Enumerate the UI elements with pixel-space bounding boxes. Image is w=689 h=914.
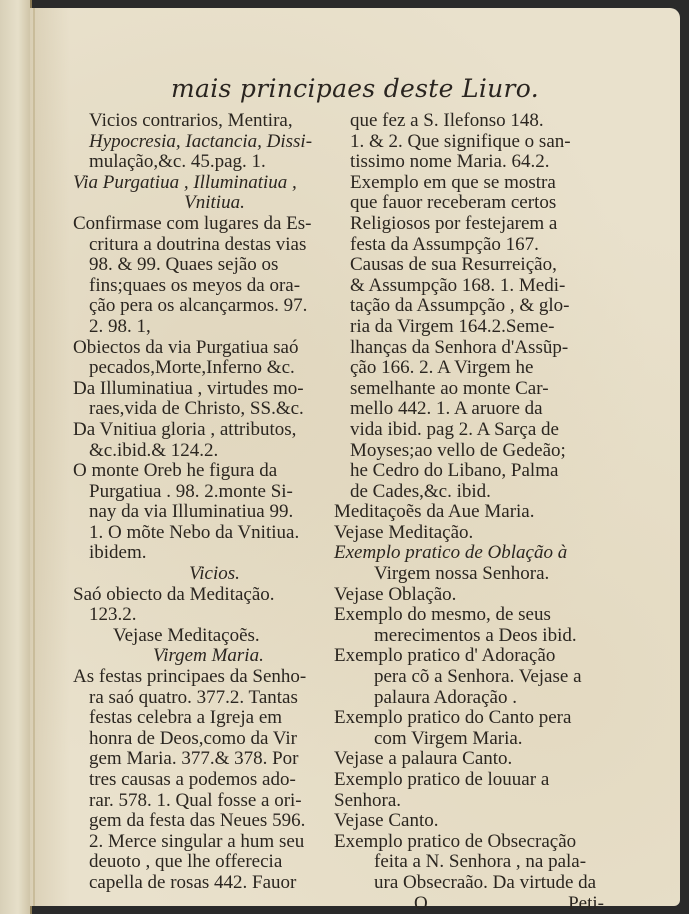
index-entry-line: vida ibid. pag 2. A Sarça de <box>350 418 559 440</box>
index-entry-line: Purgatiua . 98. 2.monte Si- <box>89 480 293 502</box>
index-entry-line: Saó obiecto da Meditação. <box>73 583 275 605</box>
index-entry-line: 123.2. <box>89 604 137 626</box>
index-entry-line: O monte Oreb he figura da <box>73 460 278 482</box>
index-entry-line: tissimo nome Maria. 64.2. <box>350 151 550 173</box>
index-entry-line: he Cedro do Libano, Palma <box>350 460 559 482</box>
index-entry-line: Confirmase com lugares da Es- <box>73 212 312 234</box>
index-entry-line: ra saó quatro. 377.2. Tantas <box>89 686 298 708</box>
index-entry-line: Causas de sua Resurreição, <box>350 254 557 276</box>
index-entry-line: mello 442. 1. A aruore da <box>350 398 543 420</box>
index-entry-line: merecimentos a Deos ibid. <box>374 624 577 646</box>
index-entry-line: nay da via Illuminatiua 99. <box>89 501 294 523</box>
index-entry-line: de Cades,&c. ibid. <box>350 480 491 502</box>
index-entry-line: Da Vnitiua gloria , attributos, <box>73 418 297 440</box>
index-entry-line: Exemplo pratico de Oblação à <box>334 542 568 564</box>
index-entry-line: Moyses;ao vello de Gedeão; <box>350 439 566 461</box>
index-entry-line: Exemplo em que se mostra <box>350 171 556 193</box>
index-entry-line: semelhante ao monte Car- <box>350 377 549 399</box>
index-column-left <box>73 111 356 894</box>
index-entry-line: critura a doutrina destas vias <box>89 233 307 255</box>
index-entry-line: palaura Adoração . <box>374 686 517 708</box>
index-entry-line: com Virgem Maria. <box>374 727 523 749</box>
index-entry-line: Vicios. <box>189 563 240 585</box>
catchword: Peti- <box>568 892 604 914</box>
index-entry-line: honra de Deos,como da Vir <box>89 727 297 749</box>
index-entry-line: & Assumpção 168. 1. Medi- <box>350 274 566 296</box>
page-footer <box>334 894 626 914</box>
index-column-right <box>334 111 626 914</box>
index-entry-line: gem da festa das Neues 596. <box>89 810 306 832</box>
index-entry-line: ura Obsecraão. Da virtude da <box>374 871 597 893</box>
index-entry-line: Exemplo pratico do Canto pera <box>334 707 572 729</box>
index-entry-line: fins;quaes os meyos da ora- <box>89 274 301 296</box>
index-entry-line: 98. & 99. Quaes sejão os <box>89 254 279 276</box>
index-entry-line: Vnitiua. <box>184 192 245 214</box>
index-entry-line: rar. 578. 1. Qual fosse a ori- <box>89 789 302 811</box>
index-entry-line: 2. Merce singular a hum seu <box>89 830 305 852</box>
index-entry-line: 2. 98. 1, <box>89 315 151 337</box>
index-entry-line: Virgem Maria. <box>153 645 264 667</box>
index-entry-line: ria da Virgem 164.2.Seme- <box>350 315 555 337</box>
index-entry-line: gem Maria. 377.& 378. Por <box>89 748 299 770</box>
index-entry-line: As festas principaes da Senho- <box>73 666 307 688</box>
index-entry-line: tres causas a podemos ado- <box>89 769 296 790</box>
index-entry-line: que fauor receberam certos <box>350 192 557 214</box>
index-entry-line: deuoto , que lhe offerecia <box>89 851 283 873</box>
index-entry-line: Vejase Canto. <box>334 810 439 832</box>
index-entry-line: feita a N. Senhora , na pala- <box>374 851 587 873</box>
index-entry-line: Meditaçoẽs da Aue Maria. <box>334 501 535 523</box>
index-entry-line: festas celebra a Igreja em <box>89 707 283 729</box>
index-entry-line: Exemplo pratico d' Adoração <box>334 645 556 667</box>
index-entry-line: Exemplo do mesmo, de seus <box>334 604 551 626</box>
index-entry-line: lhanças da Senhora d'Assũp- <box>350 336 569 358</box>
index-entry-line: Da Illuminatiua , virtudes mo- <box>73 377 304 399</box>
index-entry-line: ção 166. 2. A Virgem he <box>350 357 534 379</box>
signature-mark: O <box>414 892 428 914</box>
index-entry-line: raes,vida de Christo, SS.&c. <box>89 398 304 420</box>
index-entry-line: que fez a S. Ilefonso 148. <box>350 110 544 131</box>
index-entry-line: ibidem. <box>89 542 147 564</box>
index-entry-line: 1. O mõte Nebo da Vnitiua. <box>89 521 300 543</box>
previous-page-edge <box>0 0 32 914</box>
index-entry-line: Vejase Oblação. <box>334 583 457 605</box>
index-entry-line: &c.ibid.& 124.2. <box>89 439 219 461</box>
index-entry-line: Religiosos por festejarem a <box>350 212 558 234</box>
index-entry-line: festa da Assumpção 167. <box>350 233 539 255</box>
index-entry-line: Vejase Meditaçoẽs. <box>113 624 260 646</box>
index-entry-line: Via Purgatiua , Illuminatiua , <box>73 171 297 193</box>
book-page <box>30 8 680 914</box>
index-entry-line: Vicios contrarios, Mentira, <box>89 110 293 131</box>
index-entry-line: Hypocresia, Iactancia, Dissi- <box>89 130 313 152</box>
running-header: mais principaes deste Liuro. <box>171 74 539 103</box>
index-entry-line: Virgem nossa Senhora. <box>374 563 550 585</box>
index-entry-line: Exemplo pratico de Obsecração <box>334 830 577 852</box>
index-entry-line: Vejase a palaura Canto. <box>334 748 513 770</box>
index-entry-line: Vejase Meditação. <box>334 521 474 543</box>
index-entry-line: pera cõ a Senhora. Vejase a <box>374 666 582 688</box>
page-fold <box>33 8 35 906</box>
index-entry-line: Exemplo pratico de louuar a <box>334 769 550 790</box>
index-entry-line: mulação,&c. 45.pag. 1. <box>89 151 266 173</box>
index-entry-line: capella de rosas 442. Fauor <box>89 871 297 893</box>
index-entry-line: Obiectos da via Purgatiua saó <box>73 336 299 358</box>
index-entry-line: 1. & 2. Que signifique o san- <box>350 130 571 152</box>
index-entry-line: tação da Assumpção , & glo- <box>350 295 570 317</box>
index-entry-line: Senhora. <box>334 789 402 811</box>
index-entry-line: pecados,Morte,Inferno &c. <box>89 357 295 379</box>
index-entry-line: ção pera os alcançarmos. 97. <box>89 295 308 317</box>
